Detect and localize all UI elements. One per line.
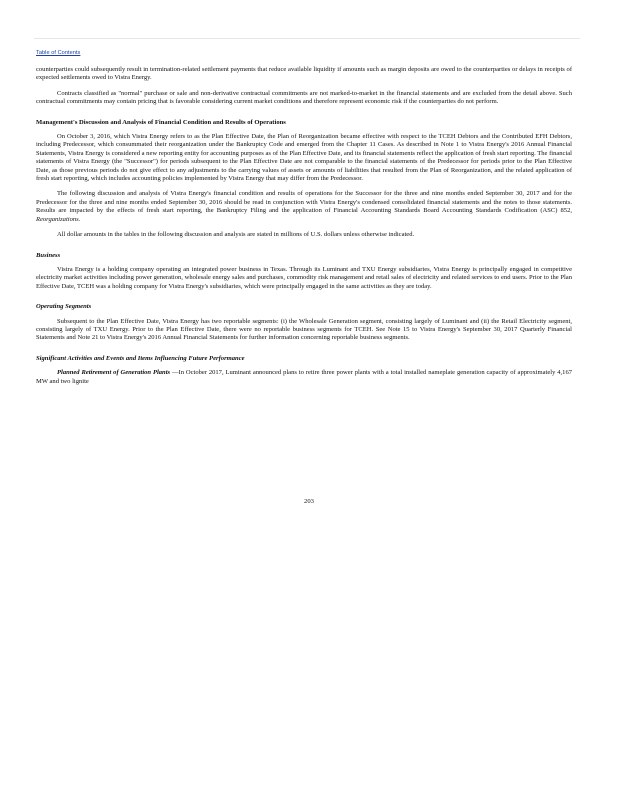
planned-retirement-text: —In October 2017, Luminant announced plans to retire three power plants with a total installed nameplate generation capacity of approximately 4,167 MW and two lignite — [36, 369, 572, 385]
operating-segments-heading: Operating Segments — [36, 303, 92, 311]
header-divider — [34, 38, 580, 39]
paragraph-normal-contracts: Contracts classified as "normal" purchase or sale and non-derivative contractual commitments are not marked-to-market in the financial statements and are excluded from the detail above. Such contractual commitments may contain pricing that is favorable considering current market conditions and therefore represent economic risk if the counterparties do not perform. — [36, 89, 572, 106]
mda-paragraph-1: On October 3, 2016, which Vistra Energy refers to as the Plan Effective Date, the Plan of Reorganization became effective with respect to the TCEH Debtors and the Contributed EFH Debtors, including Predecessor, which consummated their reorganization under the Bankruptcy Code and emerged from the Chapter 11 Cases. As described in Note 1 to Vistra Energy's 2016 Annual Financial Statements, Vistra Energy is considered a new reporting entity for accounting purposes as of the Plan Effective Date, and its financial statements reflect the application of fresh start reporting. The financial statements of Vistra Energy (the "Successor") for periods subsequent to the Plan Effective Date are not comparable to the financial statements of the Predecessor for periods prior to the Plan Effective Date, as those previous periods do not give effect to any adjustments to the carrying values of assets or amounts of liabilities that resulted from the Plan of Reorganization, and the related application of fresh start reporting, which includes accounting policies implemented by Vistra Energy that may differ from the Predecessor. — [36, 133, 572, 183]
table-of-contents-link[interactable]: Table of Contents — [36, 50, 81, 56]
planned-retirement-paragraph — [36, 369, 572, 386]
significant-activities-heading: Significant Activities and Events and Items Influencing Future Performance — [36, 354, 245, 362]
planned-retirement-lead: Planned Retirement of Generation Plants — [57, 369, 171, 377]
mda-heading: Management's Discussion and Analysis of Financial Condition and Results of Operations — [36, 118, 286, 126]
business-heading: Business — [36, 251, 61, 259]
document-body — [36, 66, 572, 393]
reorganizations-term: Reorganizations. — [36, 215, 81, 223]
paragraph-counterparties: counterparties could subsequently result in termination-related settlement payments that reduce available liquidity if amounts such as margin deposits are owed to the counterparties or delays in receipts of expected settlements owed to Vistra Energy. — [36, 66, 572, 82]
mda-paragraph-2-text: The following discussion and analysis of Vistra Energy's financial condition and results of operations for the Successor for the three and nine months ended September 30, 2017 and for the Predecessor for the three and nine months ended September 30, 2016 should be read in conjunction with Vistra Energy's condensed consolidated financial statements and the notes to those statements. Results are impacted by the effects of fresh start reporting, the Bankruptcy Filing and the application of Financial Accounting Standards Board Accounting Standards Codification (ASC) 852, — [36, 190, 572, 215]
operating-segments-paragraph: Subsequent to the Plan Effective Date, Vistra Energy has two reportable segments: (i) the Wholesale Generation segment, consisting largely of Luminant and (ii) the Retail Electricity segment, consisting largely of TXU Energy. Prior to the Plan Effective Date, there were no reportable business segments for TCEH. See Note 15 to Vistra Energy's September 30, 2017 Quarterly Financial Statements and Note 21 to Vistra Energy's 2016 Annual Financial Statements for further information concerning reportable business segments. — [36, 317, 572, 342]
business-paragraph: Vistra Energy is a holding company operating an integrated power business in Texas. Through its Luminant and TXU Energy subsidiaries, Vistra Energy is principally engaged in competitive electricity market activities including power generation, wholesale energy sales and purchases, commodity risk management and retail sales of electricity and related services to end users. Prior to the Plan Effective Date, TCEH was a holding company for Vistra Energy's subsidiaries, which were principally engaged in the same activities as they are today. — [36, 265, 572, 290]
mda-paragraph-2 — [36, 190, 572, 224]
page-number: 203 — [304, 498, 314, 505]
mda-paragraph-3: All dollar amounts in the tables in the following discussion and analysis are stated in millions of U.S. dollars unless otherwise indicated. — [57, 231, 415, 239]
